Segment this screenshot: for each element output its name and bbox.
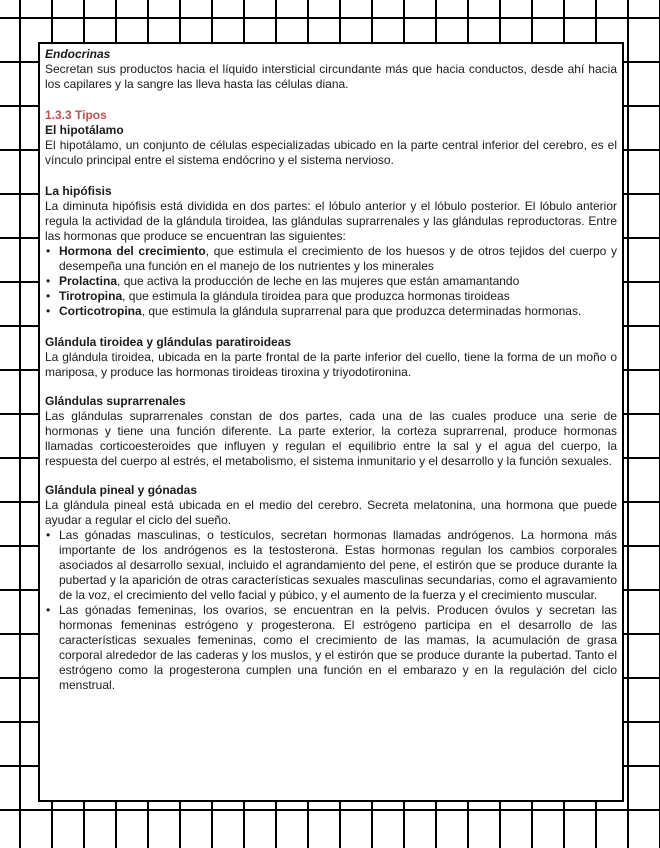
hipofisis-list [45, 244, 617, 319]
list-item-term: Prolactina [59, 274, 118, 288]
endocrinas-heading: Endocrinas [45, 47, 111, 61]
document-page [38, 42, 624, 802]
suprarrenales-text: Las glándulas suprarrenales constan de dos partes, cada una de las cuales produce una serie de hormonas y tiene una función diferente. La parte exterior, la corteza suprarrenal, produce hormonas llamadas corticoesteroides que influyen y regulan el equilibrio entre la sal y el agua del cuerpo, la respuesta del cuerpo al estrés, el metabolismo, el sistema inmunitario y el desarrollo y la función sexuales. [45, 409, 617, 468]
list-item [45, 244, 617, 274]
tiroidea-text: La glándula tiroidea, ubicada en la parte frontal de la parte inferior del cuello, tiene la forma de un moño o mariposa, y produce las hormonas tiroideas tiroxina y triyodotironina. [45, 350, 617, 379]
hipotalamo-text: El hipotálamo, un conjunto de células especializadas ubicado en la parte central inferior del cerebro, es el vínculo principal entre el sistema endócrino y el sistema nervioso. [45, 138, 617, 167]
pineal-heading: Glándula pineal y gónadas [45, 483, 198, 497]
endocrinas-text: Secretan sus productos hacia el líquido intersticial circundante más que hacia conductos, desde ahí hacia los capilares y la sangre las lleva hasta las células diana. [45, 62, 617, 91]
list-item-term: Hormona del crecimiento [59, 244, 206, 258]
list-item: • Las gónadas femeninas, los ovarios, se encuentran en la pelvis. Producen óvulos y secretan las hormonas femeninas estrógeno y progesterona. El estrógeno participa en el desarrollo de las características sexuales femeninas, como el crecimiento de las mamas, la acumulación de grasa corporal alrededor de las caderas y los muslos, y el estirón que se produce durante la pubertad. Tanto el estrógeno como la progesterona cumplen una función en el embarazo y en la regulación del ciclo menstrual. [45, 603, 617, 693]
hipofisis-heading: La hipófisis [45, 184, 112, 198]
suprarrenales-heading: Glándulas suprarrenales [45, 394, 186, 408]
hipofisis-text: La diminuta hipófisis está dividida en dos partes: el lóbulo anterior y el lóbulo posterior. El lóbulo anterior regula la actividad de la glándula tiroidea, las glándulas suprarrenales y las glándulas reproductoras. Entre las hormonas que produce se encuentran las siguientes: [45, 199, 617, 243]
section-title: 1.3.3 Tipos [45, 108, 107, 122]
list-item [45, 274, 617, 289]
list-item-desc: , que activa la producción de leche en las mujeres que están amamantando [117, 274, 520, 288]
list-item [45, 304, 617, 319]
tiroidea-heading: Glándula tiroidea y glándulas paratiroideas [45, 335, 292, 349]
hipotalamo-heading: El hipotálamo [45, 123, 124, 137]
list-item-desc: , que estimula el crecimiento de los huesos y de otros tejidos del cuerpo y desempeña una función en el manejo de los nutrientes y los minerales [59, 244, 617, 273]
pineal-text: La glándula pineal está ubicada en el medio del cerebro. Secreta melatonina, una hormona que puede ayudar a regular el ciclo del sueño. [45, 498, 617, 527]
list-item-desc: , que estimula la glándula suprarrenal para que produzca determinadas hormonas. [141, 304, 582, 318]
list-item-term: Corticotropina [59, 304, 142, 318]
list-item [45, 289, 617, 304]
gonadas-list [45, 528, 617, 693]
list-item-term: Tirotropina [59, 289, 123, 303]
list-item-desc: , que estimula la glándula tiroidea para que produzca hormonas tiroideas [122, 289, 510, 303]
list-item: • Las gónadas masculinas, o testículos, secretan hormonas llamadas andrógenos. La hormona más importante de los andrógenos es la testosterona. Estas hormonas regulan los cambios corporales asociados al desarrollo sexual, incluido el agrandamiento del pene, el estirón que se produce durante la pubertad y la aparición de otras características sexuales masculinas secundarias, como el agravamiento de la voz, el crecimiento del vello facial y púbico, y el aumento de la fuerza y el crecimiento muscular. [45, 528, 617, 603]
